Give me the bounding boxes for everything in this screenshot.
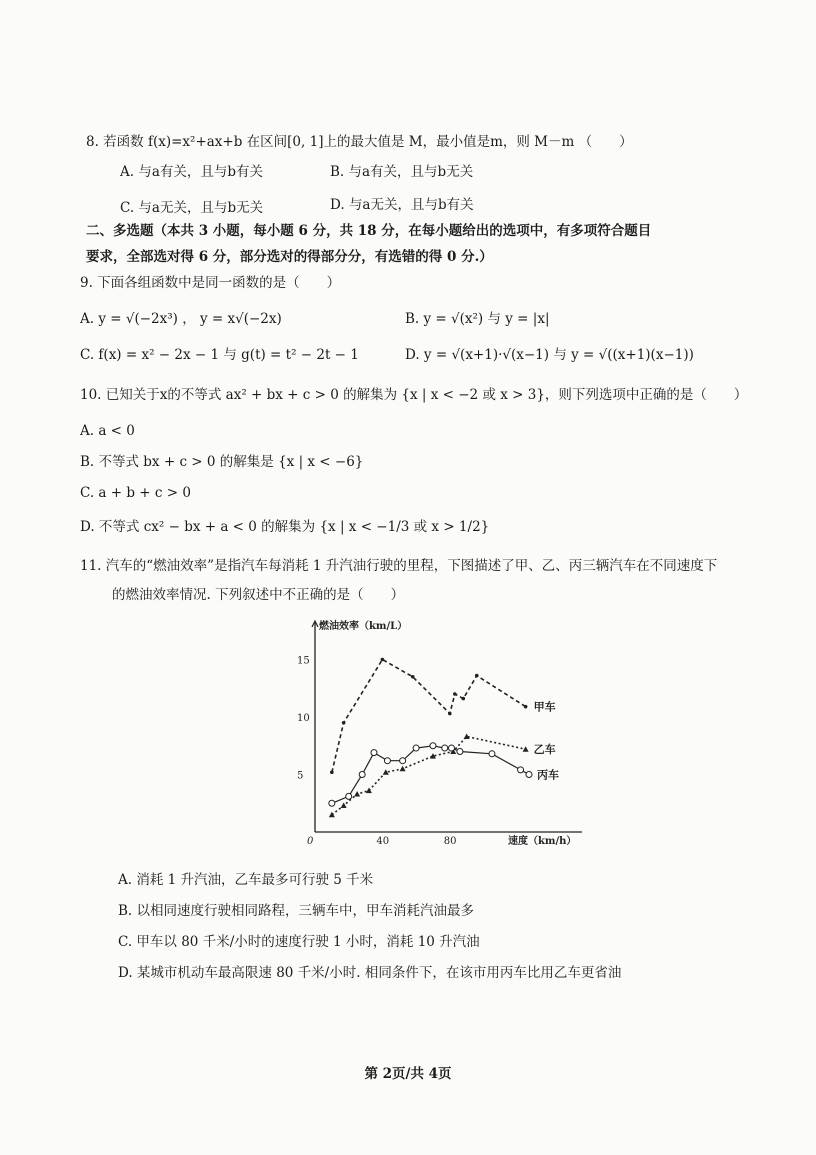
data-point (524, 705, 528, 709)
data-point (400, 766, 406, 772)
series-line-0 (332, 660, 526, 773)
data-point (359, 772, 365, 778)
data-point (383, 769, 389, 775)
data-point (354, 791, 360, 797)
data-point (475, 674, 479, 678)
q11-option-d: D. 某城市机动车最高限速 80 千米/小时. 相同条件下，在该市用丙车比用乙车更省油 (118, 965, 622, 981)
q10-option-c: C. a + b + c > 0 (80, 485, 191, 501)
q9-stem: 9. 下面各组函数中是同一函数的是（ ） (80, 275, 341, 291)
q9-option-b: B. y = √(x²) 与 y = |x| (405, 311, 550, 327)
data-point (384, 758, 390, 764)
q11-stem-line1: 11. 汽车的“燃油效率”是指汽车每消耗 1 升汽油行驶的里程，下图描述了甲、乙、丙三辆汽车在不同速度下 (80, 558, 718, 574)
series-label: 乙车 (533, 743, 556, 757)
x-tick-label: 80 (443, 836, 457, 847)
q11-option-c: C. 甲车以 80 千米/小时的速度行驶 1 小时，消耗 10 升汽油 (118, 934, 480, 950)
q10-option-a: A. a < 0 (80, 423, 135, 439)
q8-option-b: B. 与a有关，且与b无关 (330, 164, 474, 180)
y-tick-label: 15 (297, 655, 310, 667)
q8-option-a: A. 与a有关，且与b有关 (120, 164, 264, 180)
data-point (448, 745, 454, 751)
data-point (342, 721, 346, 725)
q10-option-b: B. 不等式 bx + c > 0 的解集是 {x | x < −6} (80, 454, 364, 470)
q9-option-d: D. y = √(x+1)·√(x−1) 与 y = √((x+1)(x−1)) (405, 347, 694, 363)
section2-header-line2: 要求，全部选对得 6 分，部分选对的得部分分，有选错的得 0 分.） (86, 249, 493, 265)
origin-label: 0 (307, 836, 314, 847)
data-point (411, 675, 415, 679)
x-axis-label: 速度（km/h） (508, 836, 577, 847)
q8-stem: 8. 若函数 f(x)=x²+ax+b 在区间[0, 1]上的最大值是 M，最小值是m，则 M－m （ ） (86, 134, 633, 150)
q9-option-c: C. f(x) = x² − 2x − 1 与 g(t) = t² − 2t − 1 (80, 347, 359, 363)
x-tick-label: 40 (376, 836, 390, 847)
q8-option-d: D. 与a无关，且与b有关 (330, 197, 474, 213)
data-point (329, 812, 335, 818)
page-footer: 第 2页/共 4页 (364, 1066, 452, 1082)
data-point (430, 743, 436, 749)
data-point (366, 788, 372, 794)
q11-option-b: B. 以相同速度行驶相同路程，三辆车中，甲车消耗汽油最多 (118, 903, 475, 919)
q8-option-c: C. 与a无关，且与b无关 (120, 200, 264, 216)
data-point (526, 772, 532, 778)
section2-header-line1: 二、多选题（本共 3 小题，每小题 6 分，共 18 分，在每小题给出的选项中，有多项符合题目 (86, 223, 652, 239)
data-point (523, 746, 529, 752)
data-point (329, 800, 335, 806)
y-axis-label: 燃油效率（km/L） (319, 621, 408, 632)
data-point (371, 750, 377, 756)
data-point (341, 803, 347, 809)
series-label: 丙车 (536, 768, 559, 782)
q10-stem: 10. 已知关于x的不等式 ax² + bx + c > 0 的解集为 {x | x < −2 或 x > 3}，则下列选项中正确的是（ ） (80, 387, 748, 403)
q9-option-a: A. y = √(−2x³) ， y = x√(−2x) (80, 311, 282, 327)
data-point (381, 658, 385, 662)
data-point (461, 697, 465, 701)
fuel-efficiency-chart (290, 615, 590, 850)
data-point (346, 793, 352, 799)
q11-option-a: A. 消耗 1 升汽油，乙车最多可行驶 5 千米 (118, 872, 374, 888)
data-point (518, 767, 524, 773)
q11-stem-line2: 的燃油效率情况. 下列叙述中不正确的是（ ） (112, 587, 405, 603)
data-point (457, 749, 463, 755)
q10-option-d: D. 不等式 cx² − bx + a < 0 的解集为 {x | x < −1/3 或 x > 1/2} (80, 519, 490, 535)
data-point (448, 712, 452, 716)
y-tick-label: 5 (297, 770, 304, 782)
data-point (400, 758, 406, 764)
series-label: 甲车 (533, 700, 556, 714)
data-point (453, 692, 457, 696)
y-tick-label: 10 (297, 713, 310, 724)
data-point (489, 751, 495, 757)
data-point (442, 745, 448, 751)
data-point (330, 770, 334, 774)
data-point (413, 745, 419, 751)
